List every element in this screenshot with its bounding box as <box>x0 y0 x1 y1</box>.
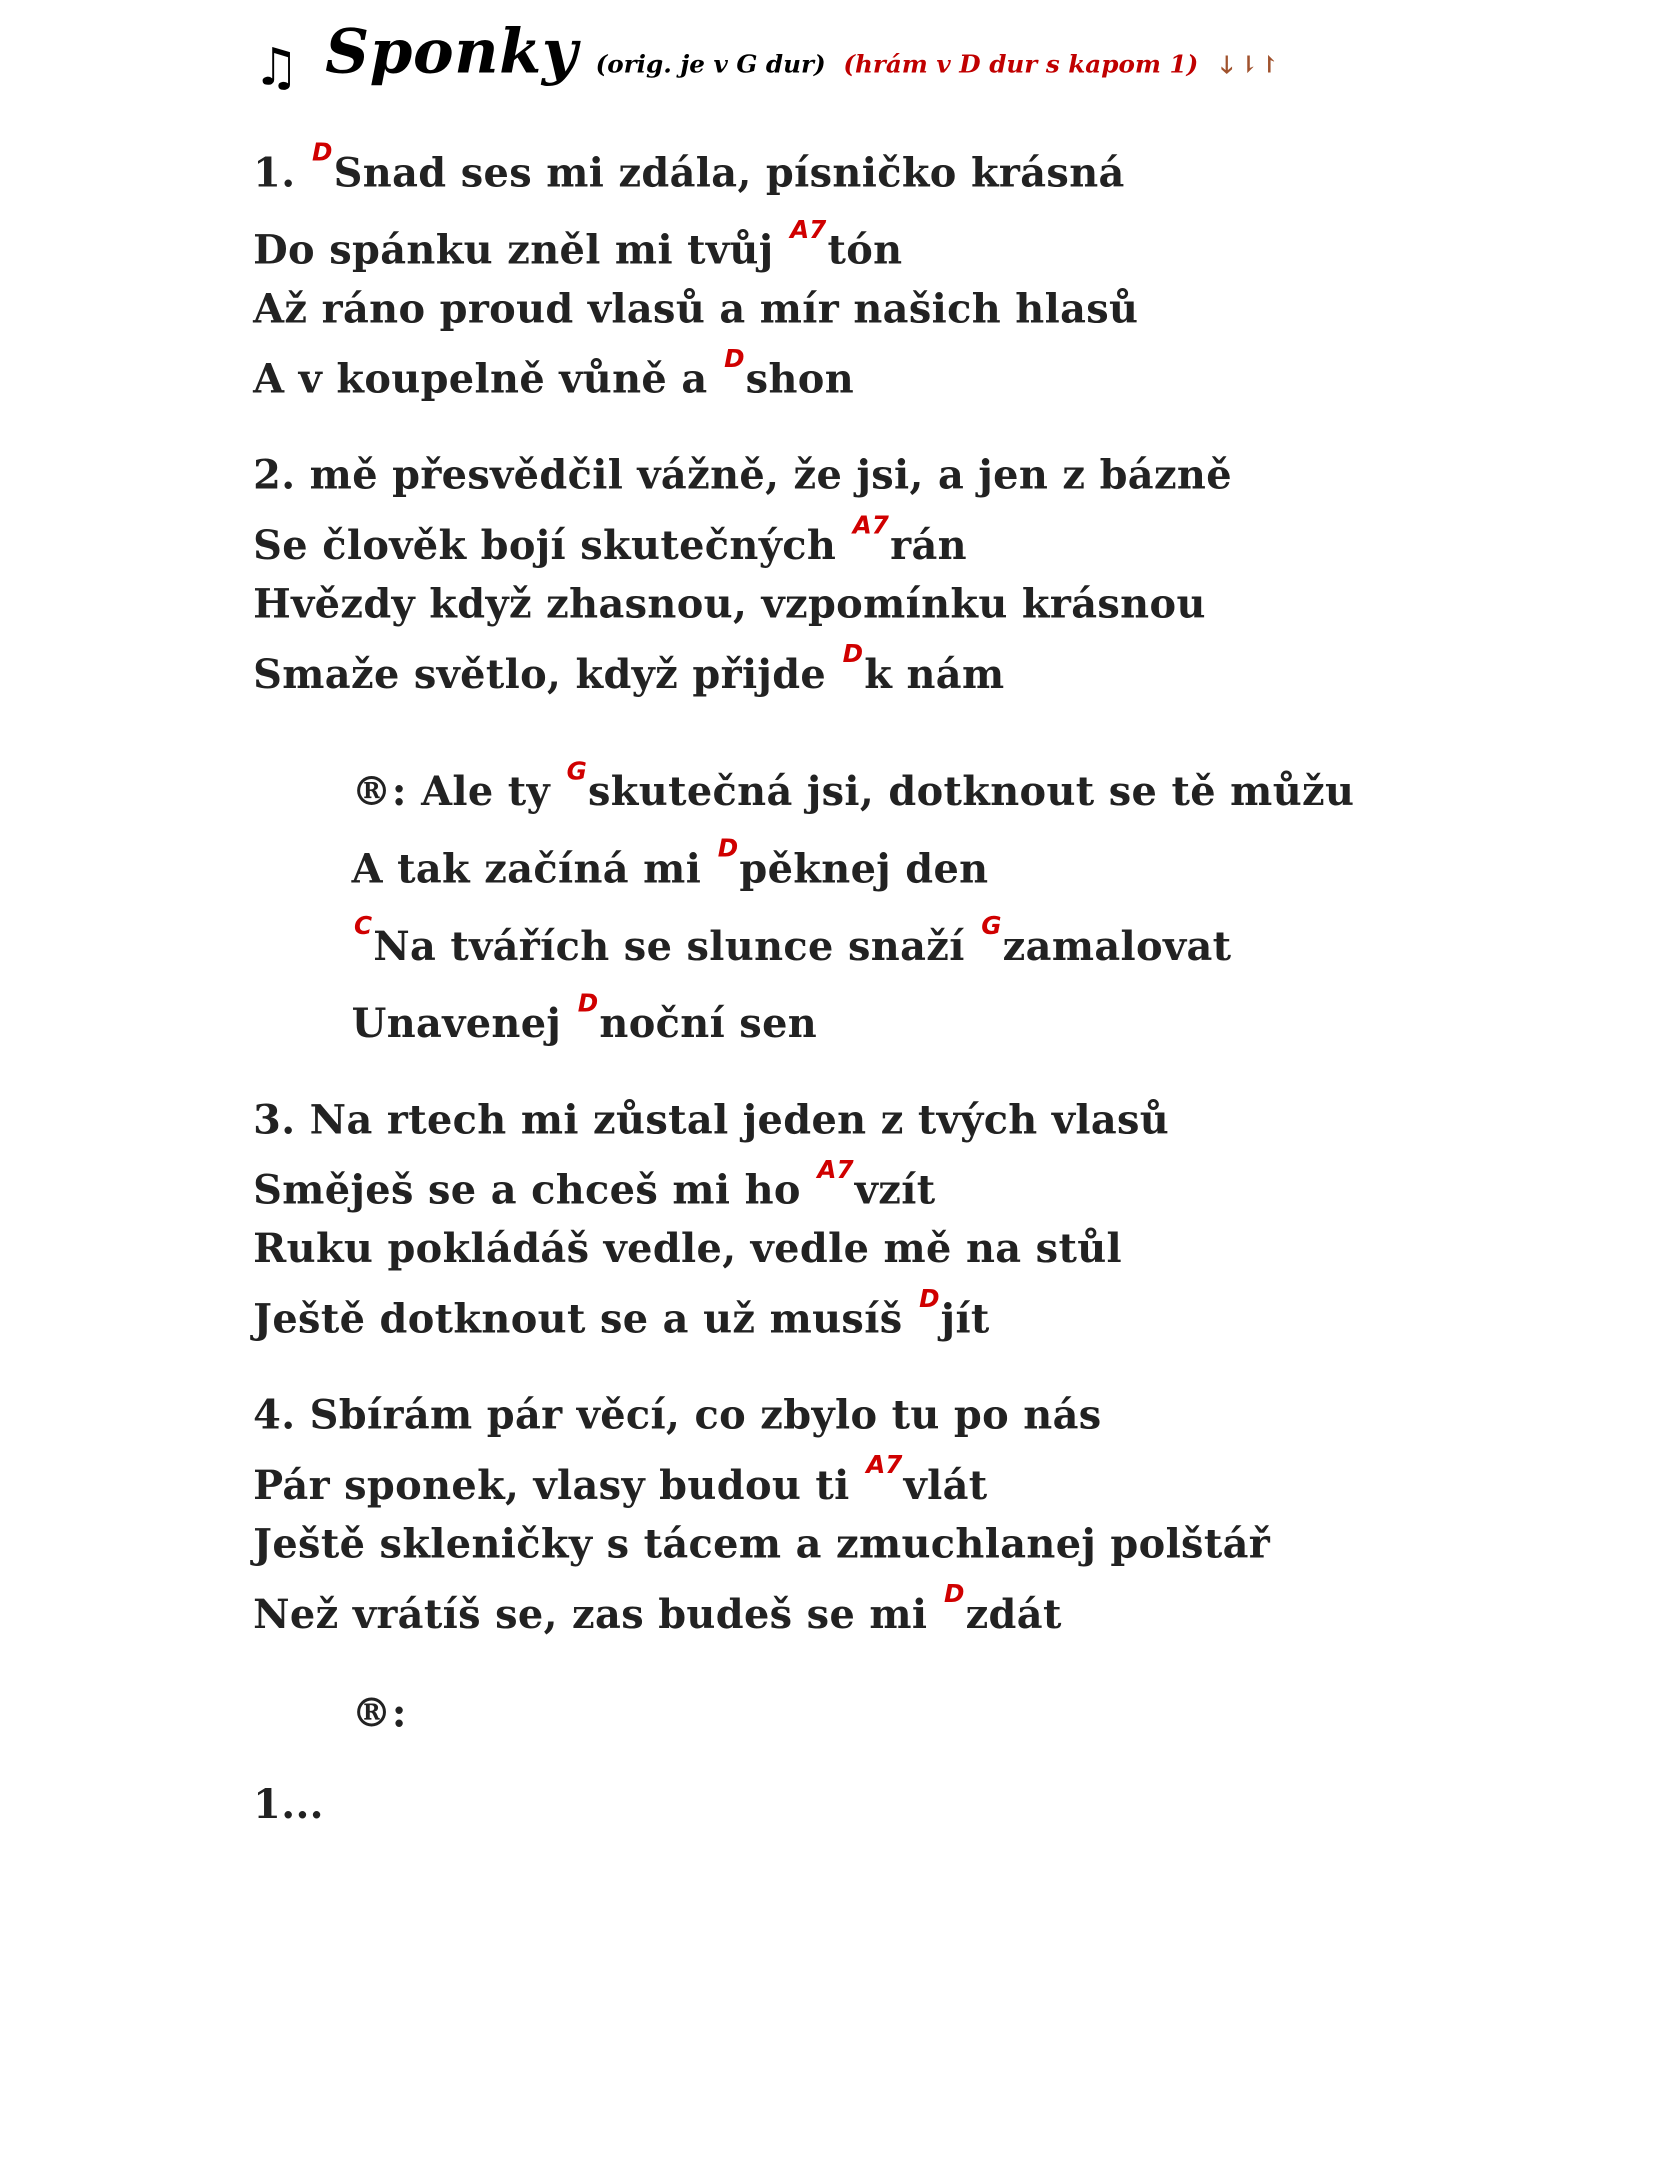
chorus-line-2 <box>351 834 989 894</box>
original-key-note: (orig. je v G dur) <box>595 49 826 79</box>
chord[interactable]: D <box>312 138 333 167</box>
chord[interactable]: A7 <box>790 215 827 244</box>
chord[interactable]: D <box>577 989 599 1018</box>
chorus-line-3 <box>352 911 1232 971</box>
song-header <box>253 16 1280 97</box>
verse-1-line-1 <box>253 138 1125 197</box>
lyric-text: Unavenej <box>351 1000 576 1048</box>
chord[interactable]: D <box>724 344 745 373</box>
verse-1-line-2 <box>253 215 903 275</box>
verse-4-line-2 <box>253 1450 988 1510</box>
transpose-toggle-icon[interactable]: ⇂↾ <box>1238 50 1281 79</box>
lyric-text: rán <box>890 522 967 570</box>
lyric-text: vzít <box>854 1167 936 1215</box>
verse-1-line-3 <box>253 286 1138 333</box>
music-note-icon: ♫ <box>253 37 300 98</box>
lyric-text: pěknej den <box>739 846 989 894</box>
chord[interactable]: A7 <box>817 1155 854 1184</box>
lyric-text: Ještě skleničky s tácem a zmuchlanej polštář <box>253 1521 1271 1569</box>
verse-3-line-3 <box>253 1226 1122 1273</box>
lyric-text: skutečná jsi, dotknout se tě můžu <box>587 768 1355 816</box>
lyric-text: Ruku pokládáš vedle, vedle mě na stůl <box>253 1225 1123 1273</box>
lyric-text: Snad ses mi zdála, písničko krásná <box>333 150 1125 197</box>
lyric-text: Až ráno proud vlasů a mír našich hlasů <box>253 285 1139 333</box>
lyric-text: k nám <box>864 651 1005 699</box>
lyric-text: Smaže světlo, když přijde <box>253 651 841 699</box>
chorus-line-4 <box>351 989 818 1048</box>
lyric-text: shon <box>745 356 855 404</box>
lyric-text: Ještě dotknout se a už musíš <box>253 1296 917 1344</box>
lyric-text: A tak začíná mi <box>351 846 716 894</box>
chord[interactable]: D <box>842 639 864 669</box>
lyric-text: Než vrátíš se, zas budeš se mi <box>253 1591 942 1639</box>
verse-4-line-4 <box>253 1579 1062 1639</box>
verse-2-line-4 <box>253 639 1005 699</box>
lyric-text: noční sen <box>599 1000 818 1048</box>
lyric-text: zdát <box>965 1591 1062 1639</box>
transpose-down-icon[interactable]: 🡓 <box>1220 50 1235 79</box>
lyric-text: jít <box>940 1296 990 1344</box>
chord[interactable]: D <box>919 1284 940 1313</box>
verse-2-line-3 <box>253 581 1206 628</box>
verse-4-line-3 <box>253 1521 1270 1568</box>
chord[interactable]: D <box>717 834 739 863</box>
verse-3-line-1 <box>253 1097 1169 1144</box>
lyric-text: zamalovat <box>1002 923 1232 971</box>
lyric-text: tón <box>827 227 903 275</box>
lyric-text: Směješ se a chceš mi ho <box>253 1167 816 1215</box>
lyric-text: 2. mě přesvědčil vážně, že jsi, a jen z bázně <box>253 452 1232 500</box>
verse-3-line-4 <box>253 1284 990 1344</box>
lyric-text: Se člověk bojí skutečných <box>253 522 851 570</box>
verse-4-line-1 <box>253 1392 1101 1439</box>
chord[interactable]: D <box>943 1579 965 1608</box>
lyric-text: Hvězdy když zhasnou, vzpomínku krásnou <box>253 581 1206 629</box>
chorus-repeat-marker: ®: <box>351 1690 407 1737</box>
lyric-text: Do spánku zněl mi tvůj <box>253 227 788 275</box>
verse-2-line-2 <box>253 510 967 570</box>
chord[interactable]: G <box>981 911 1002 940</box>
capo-note: (hrám v D dur s kapom 1) <box>843 49 1199 79</box>
lyric-text: A v koupelně vůně a <box>253 356 722 404</box>
verse-number: 1. <box>253 150 296 197</box>
lyric-text: vlát <box>903 1462 988 1510</box>
verse-2-line-1 <box>253 452 1232 499</box>
chord[interactable]: G <box>566 757 587 786</box>
verse-1-line-4 <box>253 344 855 404</box>
lyric-text: 3. Na rtech mi zůstal jeden z tvých vlasů <box>253 1096 1170 1144</box>
lyric-text: ®: Ale ty <box>351 768 565 816</box>
chorus-line-1 <box>351 757 1355 816</box>
chord[interactable]: A7 <box>852 510 889 540</box>
song-title: Sponky <box>325 16 578 88</box>
ending-marker: 1... <box>253 1781 324 1829</box>
lyric-text: Pár sponek, vlasy budou ti <box>253 1462 864 1510</box>
verse-3-line-2 <box>253 1155 936 1215</box>
lyric-text: Na tvářích se slunce snaží <box>373 923 979 971</box>
lyric-text: 4. Sbírám pár věcí, co zbylo tu po nás <box>253 1392 1102 1440</box>
chord[interactable]: A7 <box>866 1450 903 1480</box>
chord[interactable]: C <box>353 911 373 940</box>
